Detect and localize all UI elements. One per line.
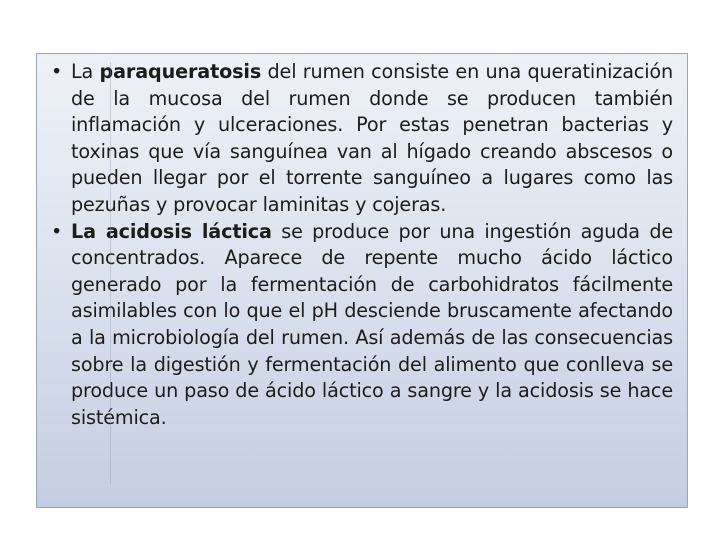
bullet-marker: •	[51, 219, 63, 243]
text-box	[36, 53, 688, 508]
bullet-paraqueratosis	[51, 59, 673, 219]
bullet-text: del rumen consiste en una queratinización de la mucosa del rumen donde se producen también inflamación y ulceraciones. Por estas penetran bacterias y toxinas que vía sanguínea van al hígado creando abscesos o pueden llegar por el torrente sanguíneo a lugares como las pezuñas y provocar laminitas y cojeras.	[71, 60, 673, 216]
bullet-list	[51, 59, 673, 431]
bullet-term-acidosis: La acidosis láctica	[71, 219, 272, 243]
divider-line	[110, 62, 111, 484]
bullet-lead: La	[71, 60, 100, 83]
bullet-acidosis-lactica	[51, 219, 673, 432]
bullet-term-paraqueratosis: paraqueratosis	[99, 60, 262, 83]
bullet-text: se produce por una ingestión aguda de concentrados. Aparece de repente mucho ácido láctico generado por la fermentación de carbohidratos fácilmente asimilables con lo que el pH desciende bruscamente afectando a la microbiología del rumen. Así además de las consecuencias sobre la digestión y fermentación del alimento que conlleva se produce un paso de ácido láctico a sangre y la acidosis se hace sistémica.	[71, 219, 674, 429]
bullet-marker: •	[51, 60, 63, 83]
